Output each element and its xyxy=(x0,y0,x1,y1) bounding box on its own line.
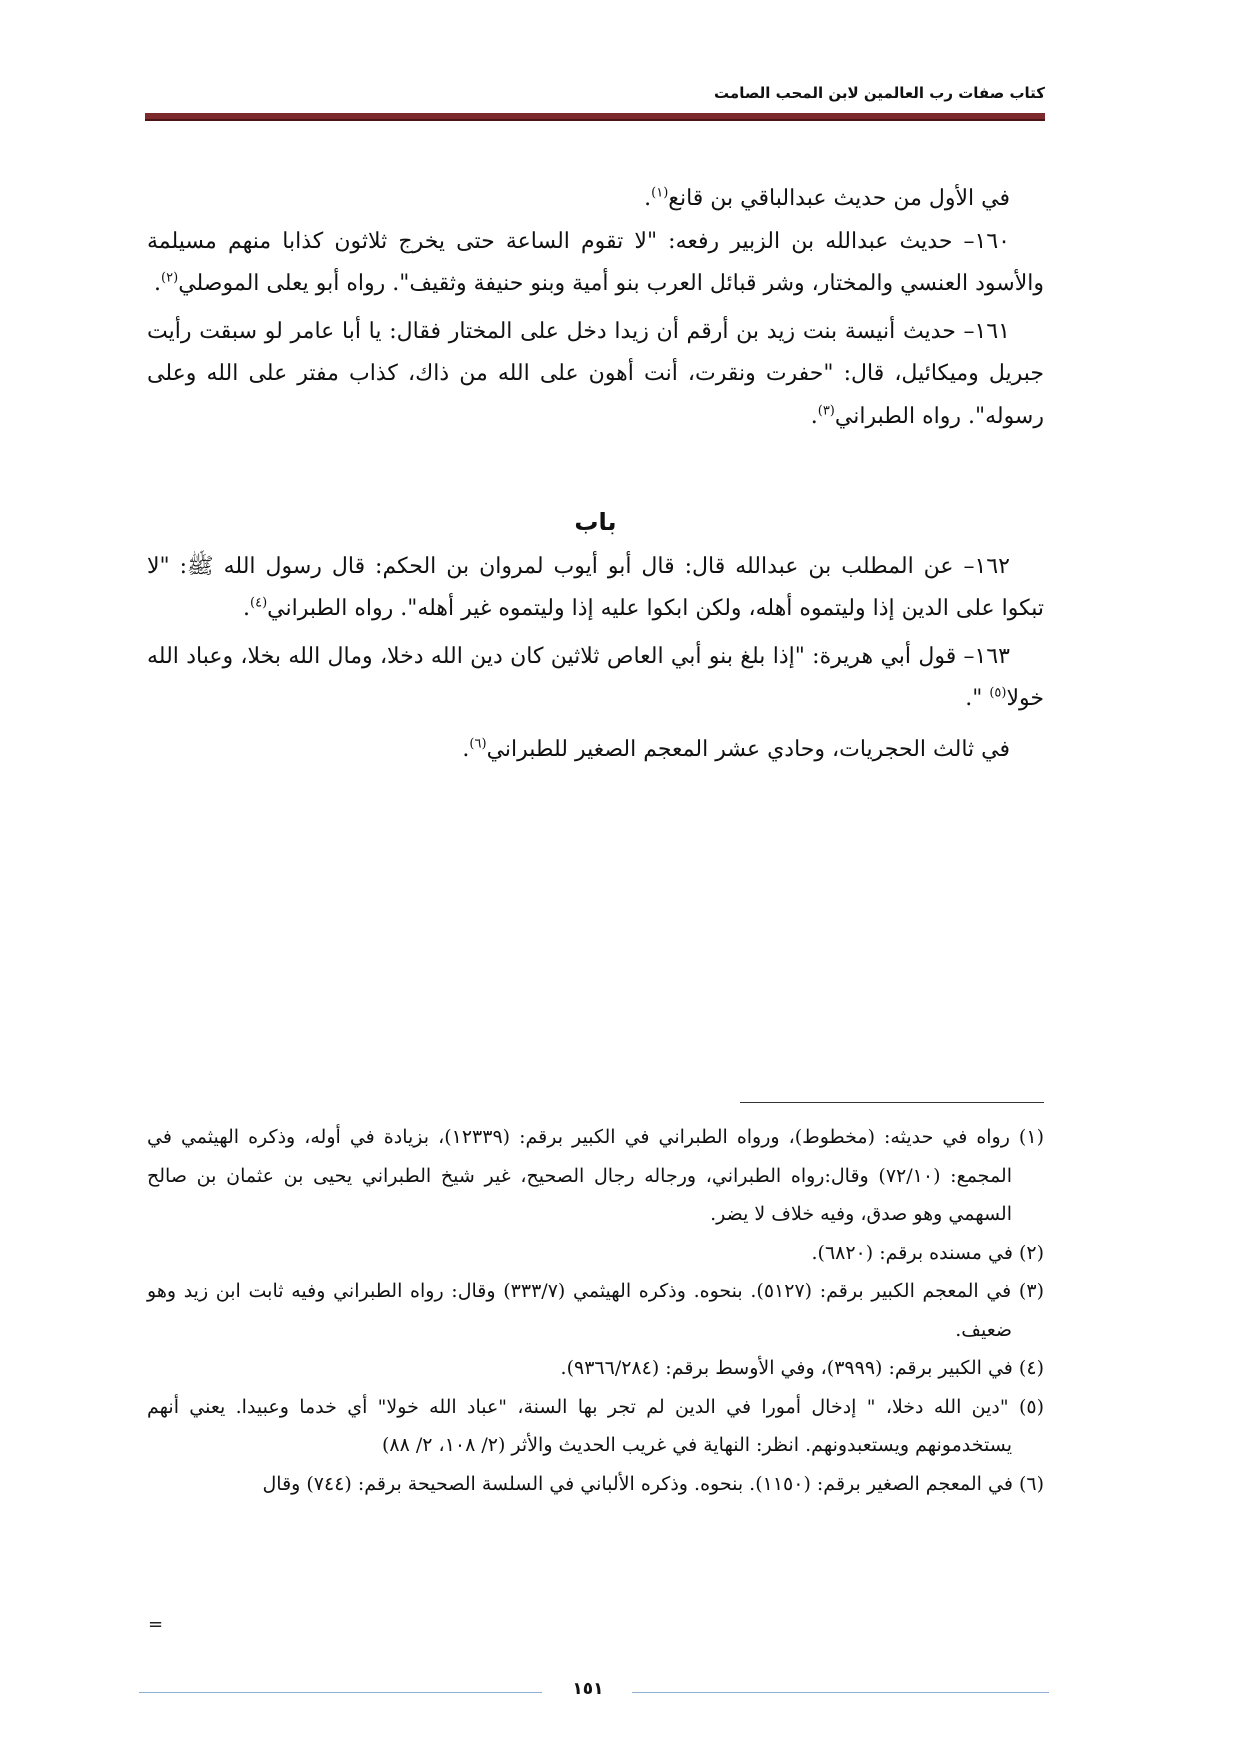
paragraph-text: ١٦٢– عن المطلب بن عبدالله قال: قال أبو أيوب لمروان بن الحكم: قال رسول الله ﷺ: "لا تبكوا على الدين إذا وليتموه أهله، ولكن ابكوا عليه إذا وليتموه غير أهله". رواه الطبراني xyxy=(147,553,1044,621)
paragraph-end: . xyxy=(154,271,162,296)
footnote-ref-4[interactable]: (٤) xyxy=(250,595,268,611)
paragraph-end: . xyxy=(810,403,818,429)
paragraph-end: . xyxy=(644,186,652,211)
footnote-ref-2[interactable]: (٢) xyxy=(161,270,179,286)
footnote-6: (٦) في المعجم الصغير برقم: (١١٥٠). بنحوه. وذكره الألباني في السلسة الصحيحة برقم: (٧٤٤) وقال xyxy=(262,1472,1044,1495)
footnote-ref-6[interactable]: (٦) xyxy=(469,736,487,752)
footnote-1: (١) رواه في حديثه: (مخطوط)، ورواه الطبراني في الكبير برقم: (١٢٣٣٩)، بزيادة في أوله، وذكره الهيثمي في المجمع: (٧٢/١٠) وقال:رواه الطبراني، ورجاله رجال الصحيح، غير شيخ الطبراني يحيى بن عثمان بن صالح السهمي وهو صدق، وفيه خلاف لا يضر. xyxy=(147,1126,1044,1225)
page-number: ١٥١ xyxy=(572,1679,604,1699)
running-header: كتاب صفات رب العالمين لابن المحب الصامت xyxy=(714,84,1045,102)
source-note xyxy=(147,729,1044,772)
hadith-160 xyxy=(147,221,1044,306)
paragraph-text: في ثالث الحجريات، وحادي عشر المعجم الصغير للطبراني xyxy=(486,736,1010,762)
paragraph-end: ". xyxy=(965,686,990,711)
footnote-3: (٣) في المعجم الكبير برقم: (٥١٢٧). بنحوه. وذكره الهيثمي (٣٣٣/٧) وقال: رواه الطبراني وفيه ثابت ابن زيد وهو ضعيف. xyxy=(147,1280,1044,1341)
footnote-ref-5[interactable]: (٥) xyxy=(989,685,1007,701)
main-text xyxy=(147,178,1044,771)
hadith-162 xyxy=(147,546,1044,631)
paragraph-text: ١٦٣– قول أبي هريرة: "إذا بلغ بنو أبي العاص ثلاثين كان دين الله دخلا، ومال الله بخلا، وعباد الله خولا xyxy=(147,643,1044,711)
header-rule xyxy=(145,113,1045,121)
footnote-ref-1[interactable]: (١) xyxy=(651,185,669,201)
footnote-5: (٥) "دين الله دخلا، " إدخال أمورا في الدين لم تجر بها السنة، "عباد الله خولا" أي خدما وعبيدا. يعني أنهم يستخدمونهم ويستعبدونهم. انظر: النهاية في غريب الحديث والأثر (٢/ ١٠٨، ٢/ ٨٨) xyxy=(147,1395,1044,1456)
footnote-4: (٤) في الكبير برقم: (٣٩٩٩)، وفي الأوسط برقم: (٩٣٦٦/٢٨٤). xyxy=(560,1357,1044,1379)
footnote-ref-3[interactable]: (٣) xyxy=(817,403,835,419)
paragraph-end: . xyxy=(243,596,250,621)
paragraph-end: . xyxy=(462,736,470,762)
footnote-separator xyxy=(740,1102,1044,1103)
footer-rule-left xyxy=(139,1692,542,1693)
section-heading: باب xyxy=(574,508,617,536)
paragraph-text: في الأول من حديث عبدالباقي بن قانع xyxy=(668,186,1010,211)
footnotes xyxy=(147,1118,1044,1503)
paragraph-text: ١٦١– حديث أنيسة بنت زيد بن أرقم أن زيدا دخل على المختار فقال: يا أبا عامر لو سبقت رأيت جبريل وميكائيل، قال: "حفرت ونقرت، أنت أهون على الله من ذاك، كذاب مفتر على الله وعلى رسوله". رواه الطبراني xyxy=(147,318,1044,429)
continuation-mark: = xyxy=(148,1614,164,1635)
paragraph-1 xyxy=(147,178,1044,221)
footer-rule-right xyxy=(632,1692,1049,1693)
paragraph-text: ١٦٠– حديث عبدالله بن الزبير رفعه: "لا تقوم الساعة حتى يخرج ثلاثون كذابا منهم مسيلمة والأسود العنسي والمختار، وشر قبائل العرب بنو أمية وبنو حنيفة وثقيف". رواه أبو يعلى الموصلي xyxy=(147,228,1044,296)
hadith-161 xyxy=(147,311,1044,439)
footnote-2: (٢) في مسنده برقم: (٦٨٢٠). xyxy=(811,1241,1044,1264)
hadith-163 xyxy=(147,636,1044,721)
